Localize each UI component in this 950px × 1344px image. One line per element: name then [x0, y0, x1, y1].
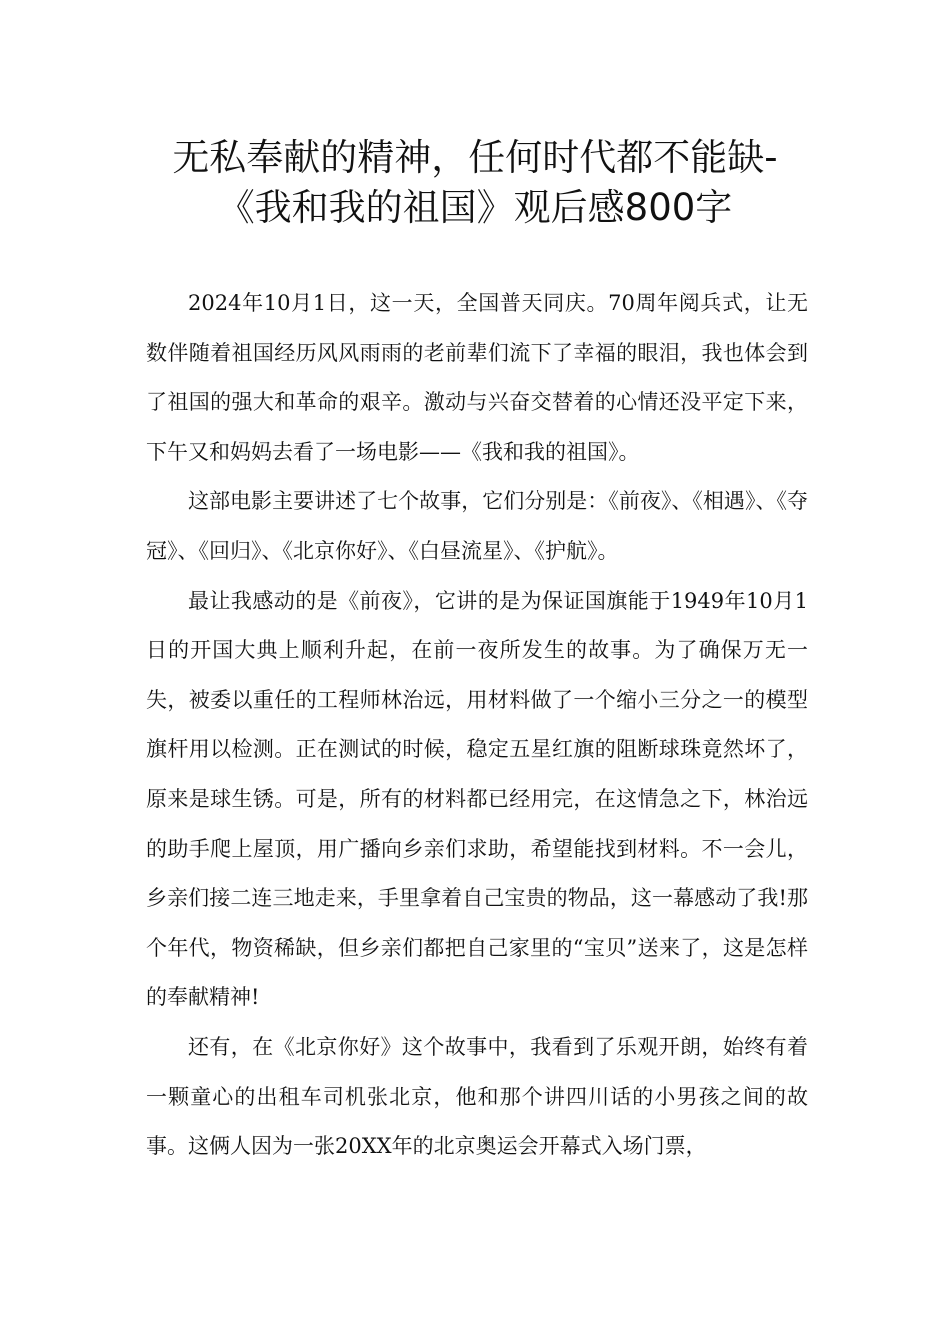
article-body — [146, 279, 808, 1172]
paragraph-4: 还有，在《北京你好》这个故事中，我看到了乐观开朗，始终有着一颗童心的出租车司机张北京，他和那个讲四川话的小男孩之间的故事。这俩人因为一张20XX年的北京奥运会开幕式入场门票， — [146, 1034, 808, 1159]
title-line-1: 无私奉献的精神，任何时代都不能缺- — [172, 136, 778, 179]
paragraph-1: 2024年10月1日，这一天，全国普天同庆。70周年阅兵式，让无数伴随着祖国经历风风雨雨的老前辈们流下了幸福的眼泪，我也体会到了祖国的强大和革命的艰辛。激动与兴奋交替着的心情还没平定下来，下午又和妈妈去看了一场电影——《我和我的祖国》。 — [146, 291, 808, 464]
paragraph-2: 这部电影主要讲述了七个故事，它们分别是：《前夜》、《相遇》、《夺冠》、《回归》、《北京你好》、《白昼流星》、《护航》。 — [146, 489, 808, 563]
title-line-2: 《我和我的祖国》观后感800字 — [217, 186, 733, 229]
paragraph-3: 最让我感动的是《前夜》，它讲的是为保证国旗能于1949年10月1日的开国大典上顺利升起，在前一夜所发生的故事。为了确保万无一失，被委以重任的工程师林治远，用材料做了一个缩小三分之一的模型旗杆用以检测。正在测试的时候，稳定五星红旗的阻断球珠竟然坏了，原来是球生锈。可是，所有的材料都已经用完，在这情急之下，林治远的助手爬上屋顶，用广播向乡亲们求助，希望能找到材料。不一会儿，乡亲们接二连三地走来，手里拿着自己宝贵的物品，这一幕感动了我!那个年代，物资稀缺，但乡亲们都把自己家里的“宝贝”送来了，这是怎样的奉献精神! — [146, 588, 808, 1010]
page-title — [120, 133, 830, 233]
